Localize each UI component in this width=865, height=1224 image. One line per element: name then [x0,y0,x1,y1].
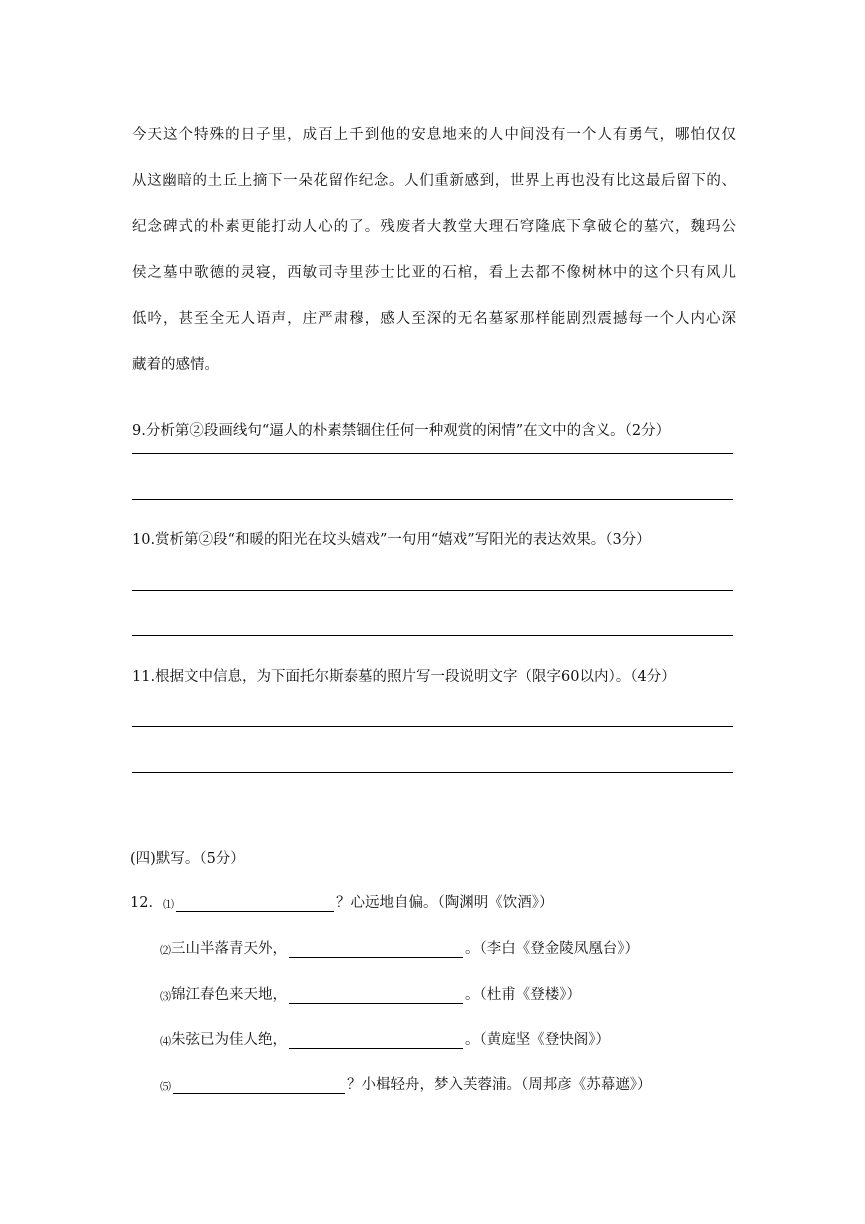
answer-line-q11-2[interactable] [132,772,733,773]
passage-paragraph [132,112,736,388]
question-10: 10.赏析第②段“和暖的阳光在坟头嬉戏”一句用“嬉戏”写阳光的表达效果。（3分） [132,532,651,548]
item-after-text: 。（黄庭坚《登快阁》） [465,1032,610,1048]
item-before-text: 朱弦已为佳人绝， [171,1032,287,1048]
answer-line-q9-1[interactable] [132,453,733,454]
passage-line: 低吟，甚至全无人语声，庄严肃穆，感人至深的无名墓冢那样能剧烈震撼每一个人内心深 [132,311,736,327]
item-number: ⑴ [162,898,174,911]
dictation-item-5 [160,1073,652,1094]
passage-line: 纪念碑式的朴素更能打动人心的了。残废者大教堂大理石穹隆底下拿破仑的墓穴，魏玛公 [132,219,736,235]
dictation-blank[interactable] [289,987,463,1004]
dictation-blank[interactable] [289,941,463,958]
passage-line: 侯之墓中歌德的灵寝，西敏司寺里莎士比亚的石棺，看上去都不像树林中的这个只有风儿 [132,265,736,281]
item-after-text: 。（李白《登金陵凤凰台》） [465,941,639,957]
item-after-text: ？小楫轻舟，梦入芙蓉浦。（周邦彦《苏幕遮》） [347,1077,652,1093]
item-after-text: 。（杜甫《登楼》） [465,987,581,1003]
item-before-text: 三山半落青天外， [171,941,287,957]
answer-line-q10-2[interactable] [132,635,733,636]
passage-line: 今天这个特殊的日子里，成百上千到他的安息地来的人中间没有一个人有勇气，哪怕仅仅 [132,127,736,143]
item-number: ⑷ [160,1035,171,1048]
dictation-blank[interactable] [289,1032,463,1049]
answer-line-q9-2[interactable] [132,499,733,500]
item-before-text: 锦江春色来天地， [171,987,287,1003]
item-after-text: ？心远地自偏。（陶渊明《饮酒》） [335,895,554,911]
question-12-label: 12． [130,895,163,911]
dictation-blank[interactable] [173,1077,345,1094]
dictation-item-4 [160,1028,610,1049]
passage-line: 从这幽暗的土丘上摘下一朵花留作纪念。人们重新感到，世界上再也没有比这最后留下的、 [132,173,736,189]
item-number: ⑵ [160,944,171,957]
item-number: ⑸ [160,1080,171,1093]
answer-line-q10-1[interactable] [132,590,733,591]
dictation-item-2 [160,937,639,958]
dictation-blank[interactable] [176,895,334,912]
dictation-item-1 [130,891,553,912]
passage-line: 藏着的感情。 [132,357,219,373]
section-4-title: (四)默写。（5分） [130,851,245,867]
question-11: 11.根据文中信息，为下面托尔斯泰墓的照片写一段说明文字（限字60以内）。（4分） [132,669,676,685]
answer-line-q11-1[interactable] [132,726,733,727]
question-9: 9.分析第②段画线句“逼人的朴素禁锢住任何一种观赏的闲情”在文中的含义。（2分） [132,423,671,439]
dictation-item-3 [160,983,581,1004]
item-number: ⑶ [160,990,171,1003]
